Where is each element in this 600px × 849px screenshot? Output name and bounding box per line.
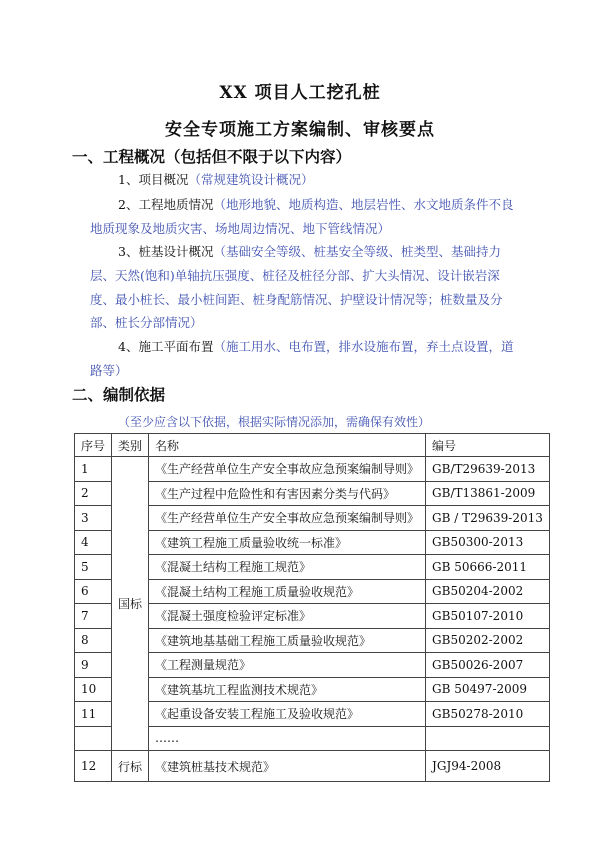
overview-item-2	[90, 193, 522, 241]
row-no: 5	[75, 555, 112, 580]
overview-item-3	[90, 240, 522, 335]
header-no: 序号	[75, 434, 112, 457]
row-no: 4	[75, 530, 112, 555]
row-name: 《建筑地基基础工程施工质量验收规范》	[149, 628, 426, 653]
row-name: ……	[149, 726, 426, 751]
overview-item-1	[118, 168, 550, 192]
row-code: GB50202-2002	[426, 628, 550, 653]
row-no: 7	[75, 604, 112, 629]
row-code: GB 50666-2011	[426, 555, 550, 580]
row-name: 《混凝土强度检验评定标准》	[149, 604, 426, 629]
row-code: GB / T29639-2013	[426, 506, 550, 531]
row-code: GB50300-2013	[426, 530, 550, 555]
item-detail: （地形地貌、地质构造、地层岩性、水文地质条件不良地质现象及地质灾害、场地周边情况、地下管线情况）	[90, 197, 514, 236]
row-no: 9	[75, 653, 112, 678]
item-label: 4、施工平面布置	[118, 339, 214, 354]
section-heading-overview: 一、工程概况（包括但不限于以下内容）	[72, 147, 352, 166]
row-no: 3	[75, 506, 112, 531]
header-code: 编号	[426, 434, 550, 457]
item-detail: （基础安全等级、桩基安全等级、桩类型、基础持力层、天然(饱和)单轴抗压强度、桩径及桩径分部、扩大头情况、设计嵌岩深度、最小桩长、最小桩间距、桩身配筋情况、护壁设计情况等；桩数量及分部、桩长分部情况）	[90, 244, 503, 331]
header-name: 名称	[149, 434, 426, 457]
row-no: 2	[75, 481, 112, 506]
item-label: 1、项目概况	[118, 172, 189, 187]
row-name: 《起重设备安装工程施工及验收规范》	[149, 702, 426, 727]
row-name: 《建筑基坑工程监测技术规范》	[149, 677, 426, 702]
row-code: GB/T13861-2009	[426, 481, 550, 506]
row-name: 《工程测量规范》	[149, 653, 426, 678]
row-name: 《生产经营单位生产安全事故应急预案编制导则》	[149, 506, 426, 531]
row-name: 《混凝土结构工程施工规范》	[149, 555, 426, 580]
table-row	[75, 751, 550, 782]
row-no	[75, 726, 112, 751]
row-code: GB50107-2010	[426, 604, 550, 629]
section-heading-basis: 二、编制依据	[72, 385, 166, 404]
row-code	[426, 726, 550, 751]
row-no: 8	[75, 628, 112, 653]
category-guobiao: 国标	[112, 457, 149, 751]
item-label: 3、桩基设计概况	[118, 244, 214, 259]
row-no: 1	[75, 457, 112, 482]
row-code: GB50278-2010	[426, 702, 550, 727]
row-name: 《建筑工程施工质量验收统一标准》	[149, 530, 426, 555]
row-code: GB50026-2007	[426, 653, 550, 678]
row-no: 12	[75, 751, 112, 782]
row-name: 《生产过程中危险性和有害因素分类与代码》	[149, 481, 426, 506]
document-subtitle: 安全专项施工方案编制、审核要点	[165, 120, 435, 140]
document-title: XX 项目人工挖孔桩	[219, 83, 381, 103]
row-no: 10	[75, 677, 112, 702]
row-code: GB/T29639-2013	[426, 457, 550, 482]
item-label: 2、工程地质情况	[118, 197, 214, 212]
row-code: GB 50497-2009	[426, 677, 550, 702]
header-category: 类别	[112, 434, 149, 457]
table-row	[75, 457, 550, 482]
row-name: 《建筑桩基技术规范》	[149, 751, 426, 782]
row-no: 6	[75, 579, 112, 604]
table-header-row	[75, 434, 550, 457]
overview-item-4	[90, 335, 522, 383]
row-code: JGJ94-2008	[426, 751, 550, 782]
basis-table	[74, 433, 550, 782]
row-name: 《生产经营单位生产安全事故应急预案编制导则》	[149, 457, 426, 482]
item-detail: （常规建筑设计概况）	[188, 172, 314, 187]
category-hangbiao: 行标	[112, 751, 149, 782]
row-no: 11	[75, 702, 112, 727]
row-name: 《混凝土结构工程施工质量验收规范》	[149, 579, 426, 604]
row-code: GB50204-2002	[426, 579, 550, 604]
item-detail: （施工用水、电布置，排水设施布置，弃土点设置，道路等）	[90, 339, 514, 378]
basis-note: （至少应含以下依据，根据实际情况添加，需确保有效性）	[118, 415, 431, 429]
